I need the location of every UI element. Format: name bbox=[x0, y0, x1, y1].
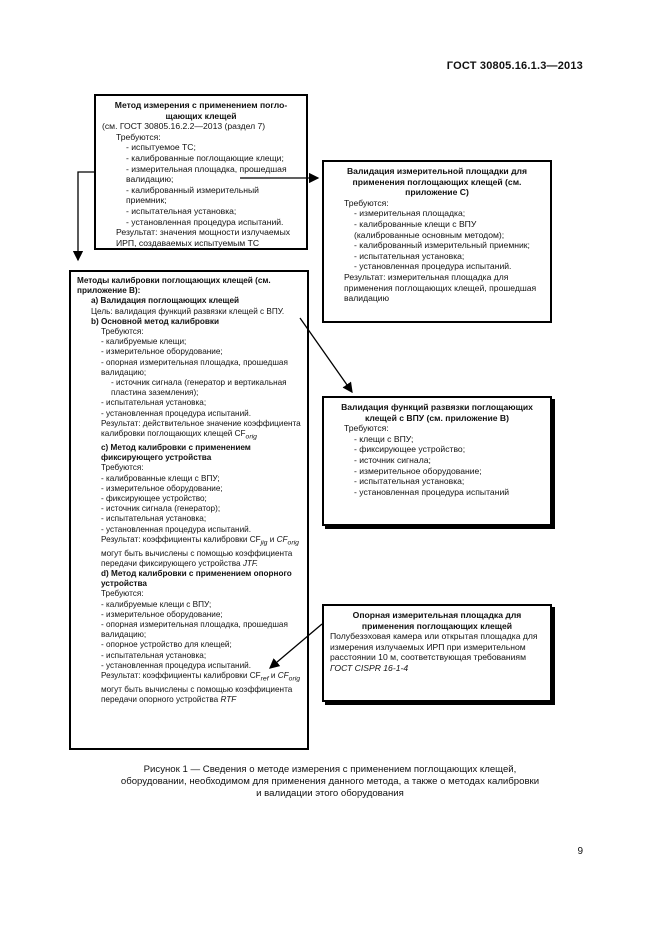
list-item: - калибруемые клещи с ВПУ; bbox=[101, 599, 212, 609]
section-a-goal: Цель: валидация функций развязки клещей с ВПУ. bbox=[91, 306, 285, 316]
list-item: - установленная процедура испытаний. bbox=[354, 261, 512, 272]
section-c-result-text2: могут быть вычислены с помощью коэффициента передачи фиксирующего устройства bbox=[101, 548, 293, 568]
jtf-label: JTF. bbox=[242, 558, 259, 568]
list-item: - установленная процедура испытаний. bbox=[101, 660, 251, 670]
caption-line: оборудовании, необходимом для применения данного метода, а также о методах калибровки bbox=[120, 776, 540, 787]
section-d-result: Результат: коэффициенты калибровки $CF_{ref}$ и $CF_{orig}$ могут быть вычислены с помощью коэффициента передачи опорного устройства RTF bbox=[101, 671, 301, 705]
list-item: - испытательная установка; bbox=[126, 205, 237, 216]
caption-line: и валидации этого оборудования bbox=[256, 788, 404, 799]
reference-site-title: Опорная измерительная площадка для применения поглощающих клещей bbox=[352, 610, 522, 631]
list-item: - источник сигнала (генератор); bbox=[101, 504, 221, 514]
method-title: Метод измерения с применением погло-щающих клещей bbox=[114, 100, 288, 121]
list-item: - установленная процедура испытаний. bbox=[101, 408, 251, 418]
list-item: - фиксирующее устройство; bbox=[354, 444, 466, 455]
cf-subscript: orig bbox=[287, 539, 299, 547]
list-item: - измерительное оборудование; bbox=[101, 609, 223, 619]
list-item: - измерительная площадка; bbox=[354, 208, 466, 219]
figure-caption bbox=[60, 764, 600, 800]
list-item: - клещи с ВПУ; bbox=[354, 433, 414, 444]
cf-subscript: orig bbox=[288, 675, 301, 683]
page-number: 9 bbox=[577, 846, 583, 857]
method-result: Результат: значения мощности излучаемых ИРП, создаваемых испытуемым ТС bbox=[116, 227, 291, 248]
section-d-title: d) Метод калибровки с применением опорного устройства bbox=[101, 568, 292, 589]
list-item: - измерительное оборудование; bbox=[101, 483, 223, 493]
list-item: - установленная процедура испытаний. bbox=[126, 216, 284, 227]
list-item: - калиброванные клещи с ВПУ; bbox=[101, 473, 220, 483]
reference-site-ref: ГОСТ CISPR 16-1-4 bbox=[330, 662, 409, 673]
section-d-result-text2: могут быть вычислены с помощью коэффициента передачи опорного устройства bbox=[101, 684, 293, 705]
section-c-result-text: Результат: коэффициенты калибровки CF bbox=[101, 534, 261, 544]
list-item: - установленная процедура испытаний. bbox=[101, 524, 251, 534]
list-item: - измерительная площадка, прошедшая валидацию; bbox=[126, 163, 287, 185]
site-validation-result: Результат: измерительная площадка для применения поглощающих клещей, прошедшая валидацию bbox=[344, 271, 537, 304]
section-b-result-text: Результат: действительное значение коэффициента калибровки поглощающих клещей CF bbox=[101, 418, 301, 439]
list-item: - фиксирующее устройство; bbox=[101, 493, 207, 503]
list-item: - испытательная установка; bbox=[354, 250, 465, 261]
list-item: - опорная измерительная площадка, прошедшая валидацию; bbox=[101, 357, 288, 377]
arrow-calibration-to-decoupling bbox=[300, 318, 352, 392]
section-c-result: Результат: коэффициенты калибровки $CF_{jig}$ и $CF_{orig}$ могут быть вычислены с помощью коэффициента передачи фиксирующего устройства JTF. bbox=[101, 534, 299, 568]
cf-subscript: jig bbox=[260, 539, 268, 547]
list-item: - испытательная установка; bbox=[101, 398, 207, 408]
section-c-required: Требуются: bbox=[101, 463, 144, 473]
section-b-required: Требуются: bbox=[101, 327, 144, 337]
list-item: - опорное устройство для клещей; bbox=[101, 640, 232, 650]
decoupling-required: Требуются: bbox=[344, 423, 389, 434]
rtf-label: RTF bbox=[220, 695, 237, 705]
arrow-method-to-calibration bbox=[78, 172, 94, 260]
section-b-title: b) Основной метод калибровки bbox=[91, 316, 220, 326]
list-item: - испытательная установка; bbox=[354, 476, 465, 487]
site-validation-required: Требуются: bbox=[344, 197, 389, 208]
list-item: - испытательная установка; bbox=[101, 514, 207, 524]
arrow-reference-site-to-calibration bbox=[270, 624, 322, 668]
document-header: ГОСТ 30805.16.1.3—2013 bbox=[446, 60, 583, 72]
section-c-title: с) Метод калибровки с применением фиксирующего устройства bbox=[101, 442, 251, 463]
section-d-required: Требуются: bbox=[101, 589, 144, 599]
cf-subscript: orig bbox=[245, 433, 257, 441]
caption-line: Рисунок 1 — Сведения о методе измерения с применением поглощающих клещей, bbox=[143, 764, 517, 775]
list-item: - источник сигнала (генератор и вертикальная пластина заземления); bbox=[111, 378, 287, 398]
list-item: - калиброванный измерительный приемник; bbox=[126, 184, 259, 206]
list-item: - источник сигнала; bbox=[354, 454, 431, 465]
method-ref: (см. ГОСТ 30805.16.2.2—2013 (раздел 7) bbox=[102, 121, 266, 132]
list-item: - калиброванные клещи с ВПУ (калиброванные основным методом); bbox=[354, 218, 505, 240]
method-required: Требуются: bbox=[116, 131, 161, 142]
section-a-title: а) Валидация поглощающих клещей bbox=[91, 296, 240, 306]
list-item: - калибруемые клещи; bbox=[101, 337, 187, 347]
reference-site-text: Полубезэховая камера или открытая площадка для измерения излучаемых ИРП при измерительном расстоянии 10 м, соответствующая требованиям bbox=[330, 631, 538, 663]
cf-subscript: ref bbox=[260, 675, 269, 683]
list-item: - испытуемое ТС; bbox=[126, 142, 196, 153]
decoupling-title: Валидация функций развязки поглощающих клещей с ВПУ (см. приложение В) bbox=[341, 402, 533, 423]
section-d-result-text: Результат: коэффициенты калибровки CF bbox=[101, 671, 261, 680]
list-item: - калиброванные поглощающие клещи; bbox=[126, 152, 284, 163]
list-item: - испытательная установка; bbox=[101, 650, 207, 660]
site-validation-title: Валидация измерительной площадки для применения поглощающих клещей (см. приложение С) bbox=[346, 166, 528, 198]
list-item: - измерительное оборудование; bbox=[101, 347, 223, 357]
list-item: - измерительное оборудование; bbox=[354, 465, 482, 476]
calibration-title: Методы калибровки поглощающих клещей (см. приложение В): bbox=[77, 276, 271, 296]
list-item: - калиброванный измерительный приемник; bbox=[354, 240, 530, 251]
list-item: - установленная процедура испытаний bbox=[354, 486, 510, 497]
list-item: - опорная измерительная площадка, прошедшая валидацию; bbox=[101, 619, 288, 640]
